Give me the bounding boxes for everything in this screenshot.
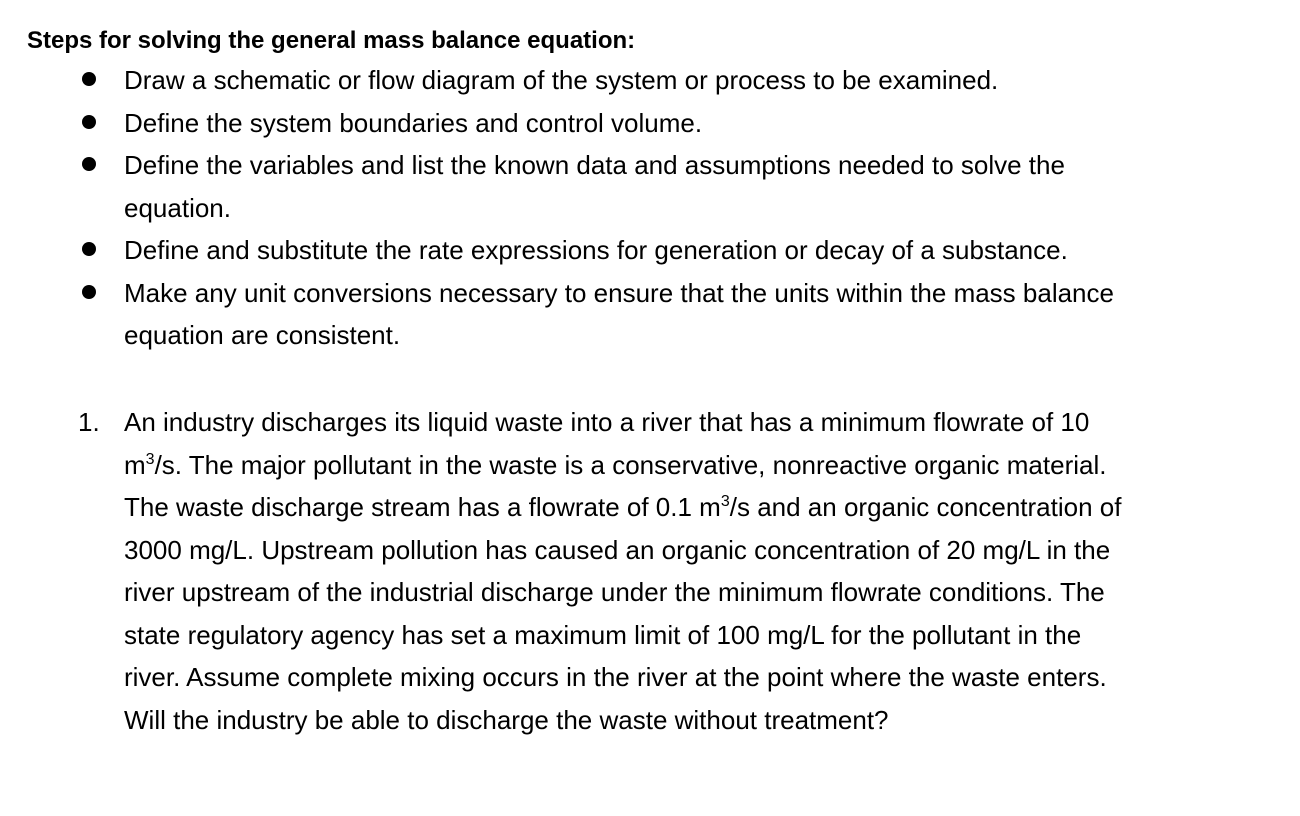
step-text: Draw a schematic or flow diagram of the system or process to be examined.: [124, 65, 999, 95]
problem-text-part: /s. The major pollutant in the waste is a conservative, nonreactive organic material. The waste discharge stream has a flowrate of 0.1 m: [124, 449, 1107, 522]
bullet-icon: [82, 285, 96, 299]
bullet-icon: [82, 157, 96, 171]
step-text: Define and substitute the rate expressions for generation or decay of a substance.: [124, 235, 1068, 265]
list-item: [0, 272, 1300, 357]
problem-text: [124, 401, 1284, 741]
list-item: [0, 229, 1300, 272]
list-item: [0, 102, 1300, 145]
list-item: [0, 59, 1300, 102]
superscript: 3: [145, 450, 155, 468]
problem-text-part: /s and an organic concentration of 3000 mg/L. Upstream pollution has caused an organic concentration of 20 mg/L in the river upstream of the industrial discharge under the minimum flowrate conditions. The state regulatory agency has set a maximum limit of 100 mg/L for the pollutant in the river. Assume complete mixing occurs in the river at the point where the waste enters. Will the industry be able to discharge the waste without treatment?: [124, 492, 1122, 735]
step-text: Define the variables and list the known data and assumptions needed to solve the equation.: [124, 150, 1065, 223]
steps-list: [0, 59, 1300, 357]
step-text: Make any unit conversions necessary to ensure that the units within the mass balance equation are consistent.: [124, 277, 1114, 350]
superscript: 3: [720, 493, 730, 510]
bullet-icon: [82, 115, 96, 129]
bullet-icon: [82, 242, 96, 256]
problem-1: [0, 401, 1300, 741]
bullet-icon: [82, 72, 96, 86]
list-item: [0, 144, 1300, 229]
step-text: Define the system boundaries and control volume.: [124, 107, 703, 138]
problem-number: 1.: [78, 407, 100, 437]
section-heading: Steps for solving the general mass balance equation:: [27, 27, 636, 54]
problem-text-part: An industry discharges its liquid waste into a river that has a minimum flowrate of 10 m: [124, 407, 1090, 480]
